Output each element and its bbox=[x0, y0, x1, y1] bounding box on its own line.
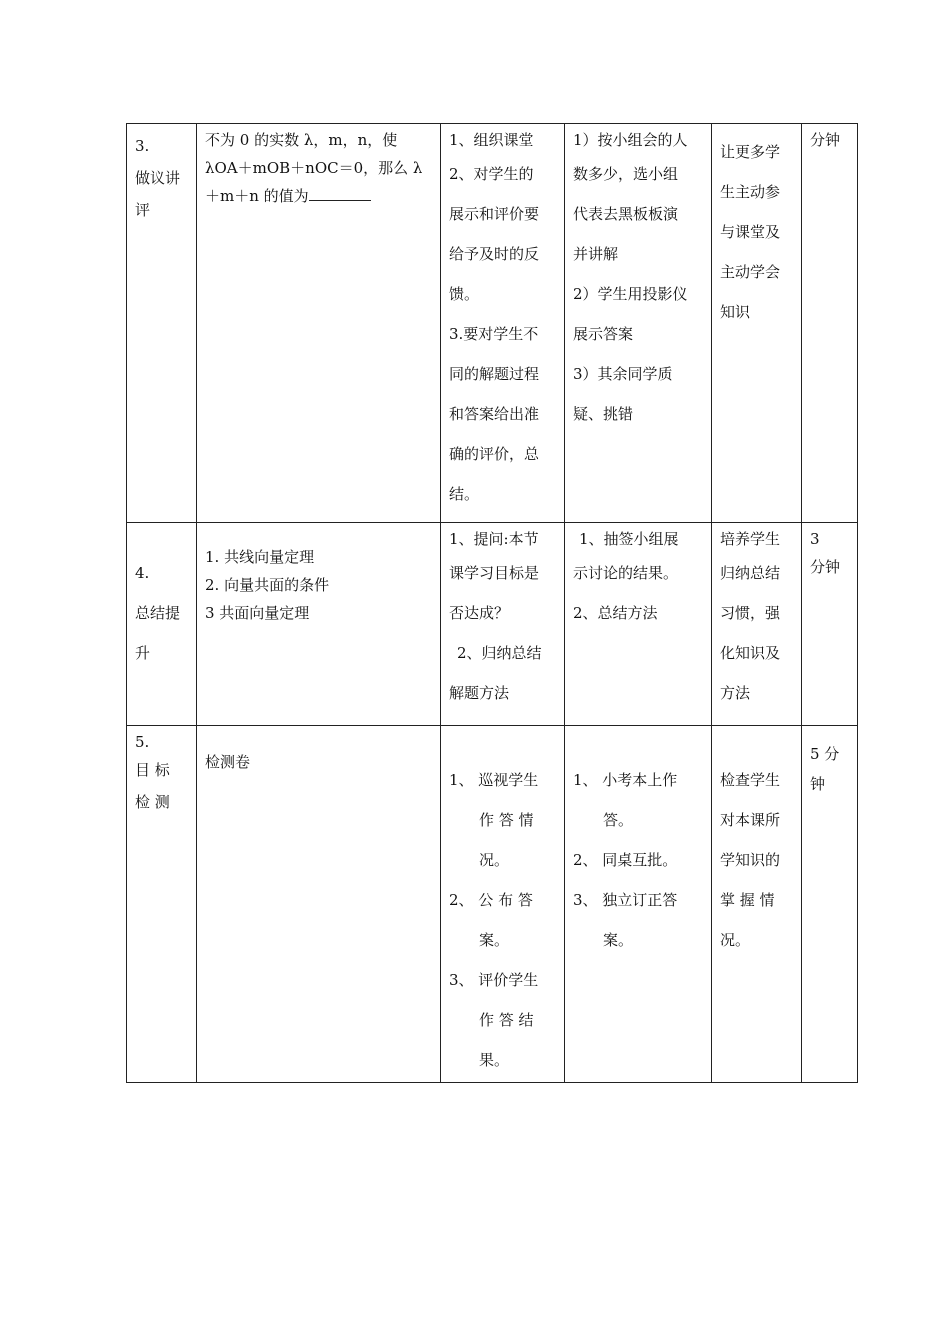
row-do-discuss-evaluate bbox=[127, 124, 858, 523]
content-cell: 检测卷 bbox=[197, 726, 441, 1083]
time-cell: 5 分 钟 bbox=[802, 726, 858, 1083]
student-activity-cell: 1、 小考本上作 答。 2、 同桌互批。 3、 独立订正答 案。 bbox=[565, 726, 712, 1083]
stage-cell: 4. 总结提 升 bbox=[127, 523, 197, 726]
teacher-activity-cell: 1、组织课堂 2、对学生的 展示和评价要 给予及时的反 馈。 3.要对学生不 同的解题过程 和答案给出准 确的评价，总 结。 bbox=[441, 124, 565, 523]
row-target-test bbox=[127, 726, 858, 1083]
stage-cell: 3. 做议讲 评 bbox=[127, 124, 197, 523]
time-cell: 3 分钟 bbox=[802, 523, 858, 726]
student-activity-cell: 1、抽签小组展 示讨论的结果。 2、总结方法 bbox=[565, 523, 712, 726]
teacher-activity-cell: 1、 巡视学生 作 答 情 况。 2、 公 布 答 案。 3、 评价学生 作 答 结 果。 bbox=[441, 726, 565, 1083]
time-cell: 分钟 bbox=[802, 124, 858, 523]
content-cell: 1. 共线向量定理 2. 向量共面的条件 3 共面向量定理 bbox=[197, 523, 441, 726]
teacher-activity-cell: 1、提问:本节 课学习目标是 否达成？ 2、归纳总结 解题方法 bbox=[441, 523, 565, 726]
answer-blank bbox=[309, 186, 371, 201]
purpose-cell: 培养学生 归纳总结 习惯，强 化知识及 方法 bbox=[712, 523, 802, 726]
stage-cell: 5. 目 标 检 测 bbox=[127, 726, 197, 1083]
purpose-cell: 让更多学 生主动参 与课堂及 主动学会 知识 bbox=[712, 124, 802, 523]
purpose-cell: 检查学生 对本课所 学知识的 掌 握 情 况。 bbox=[712, 726, 802, 1083]
student-activity-cell: 1）按小组会的人 数多少，选小组 代表去黑板板演 并讲解 2）学生用投影仪 展示答案 3）其余同学质 疑、挑错 bbox=[565, 124, 712, 523]
content-cell: 不为 0 的实数 λ，m，n，使 λOA＋mOB＋nOC＝0，那么 λ ＋m＋n 的值为 bbox=[197, 124, 441, 523]
lesson-table bbox=[126, 123, 858, 1083]
row-summary bbox=[127, 523, 858, 726]
